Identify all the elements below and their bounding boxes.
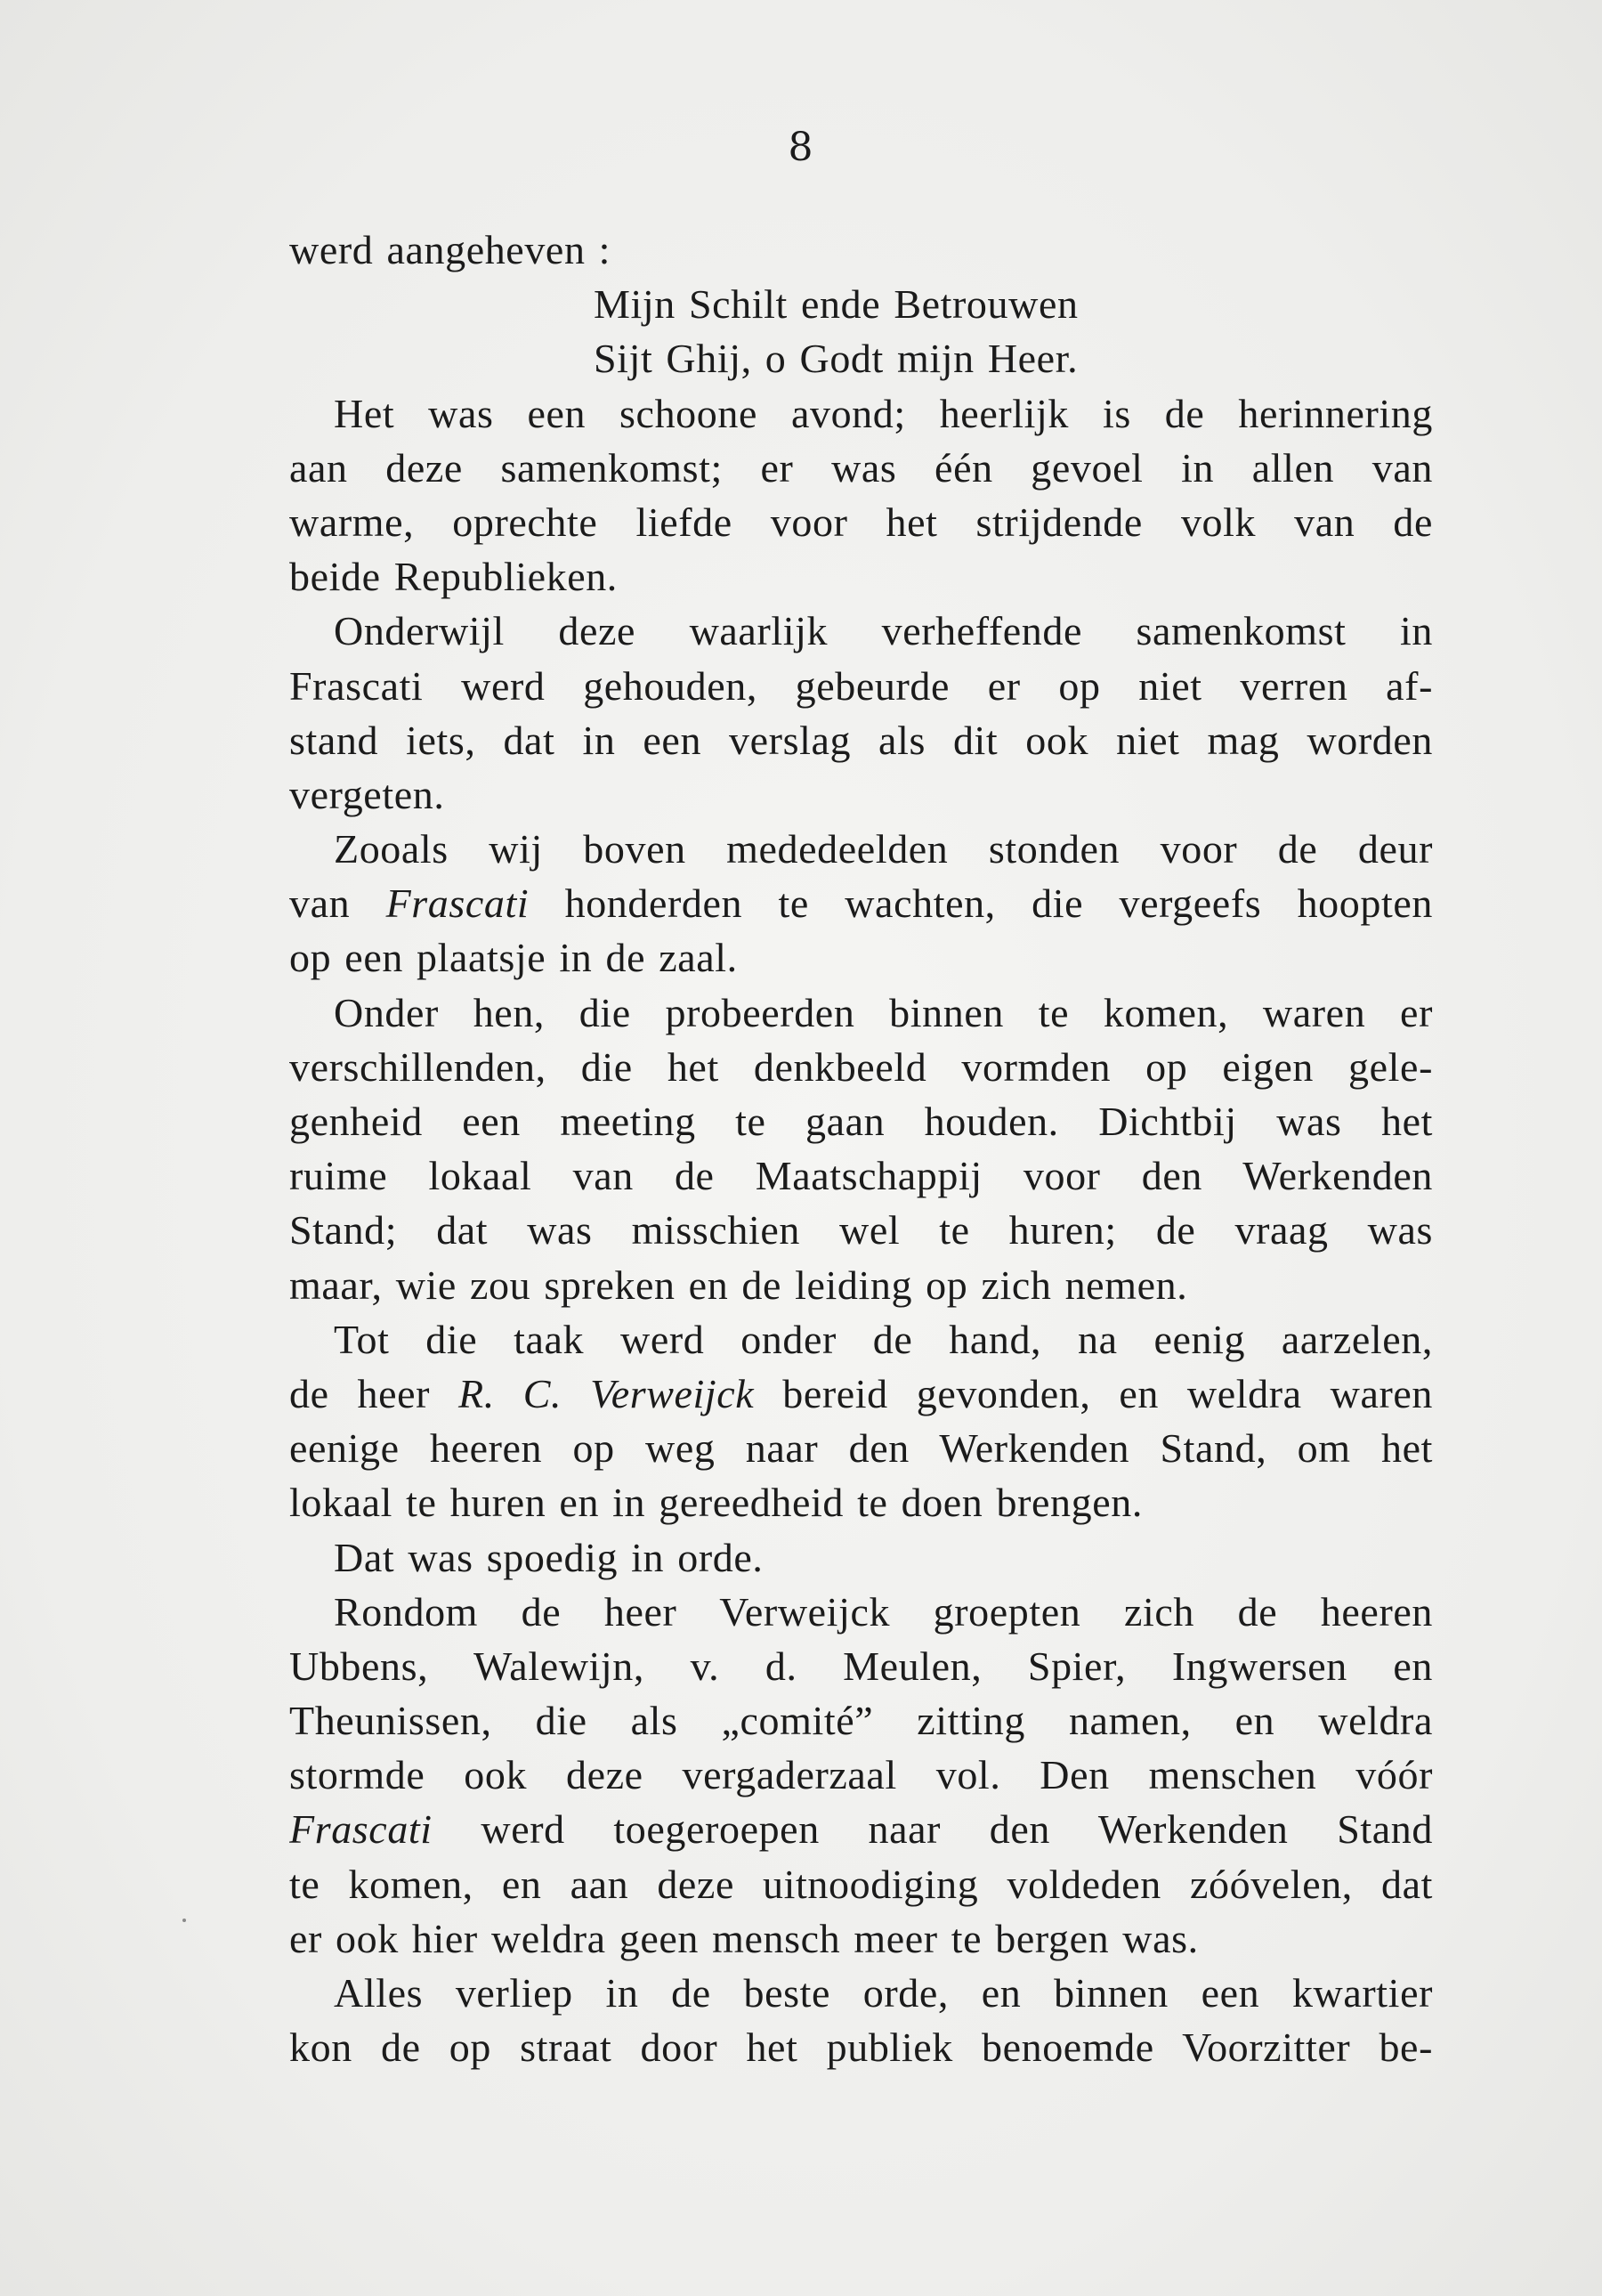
- scan-speck: [182, 1919, 186, 1922]
- text-segment: bereid gevonden, en weldra waren: [754, 1370, 1433, 1416]
- text-line: Theunissen, die als „comité” zitting namen, en weldra: [289, 1698, 1433, 1744]
- text-line: [289, 876, 1433, 930]
- text-line: te komen, en aan deze uitnoodiging voldeden zóóvelen, dat: [289, 1861, 1433, 1907]
- text-line: [289, 1367, 1433, 1421]
- text-line: lokaal te huren en in gereedheid te doen brengen.: [289, 1480, 1143, 1526]
- body-text: [289, 223, 1433, 2074]
- text-segment: werd toegeroepen naar den Werkenden Stand: [432, 1806, 1433, 1853]
- italic-text: R. C. Verweijck: [458, 1370, 755, 1416]
- text-line: maar, wie zou spreken en de leiding op zich nemen.: [289, 1262, 1188, 1308]
- text-line: stormde ook deze vergaderzaal vol. Den menschen vóór: [289, 1752, 1433, 1798]
- text-segment: de heer: [289, 1370, 459, 1416]
- text-line: Mijn Schilt ende Betrouwen: [594, 281, 1079, 328]
- text-line: beide Republieken.: [289, 554, 618, 600]
- text-line: op een plaatsje in de zaal.: [289, 935, 738, 981]
- text-line: Sijt Ghij, o Godt mijn Heer.: [594, 336, 1079, 382]
- text-line: eenige heeren op weg naar den Werkenden Stand, om het: [289, 1425, 1433, 1472]
- text-segment: honderden te wachten, die vergeefs hoopten: [529, 880, 1433, 927]
- page-number: 8: [788, 125, 814, 170]
- italic-text: Frascati: [289, 1806, 433, 1853]
- text-line: verschillenden, die het denkbeeld vormden op eigen gele-: [289, 1043, 1433, 1090]
- text-line: [289, 1802, 1433, 1856]
- text-line: genheid een meeting te gaan houden. Dichtbij was het: [289, 1099, 1433, 1144]
- text-line: aan deze samenkomst; er was één gevoel in allen van: [289, 444, 1433, 491]
- text-line: Het was een schoone avond; heerlijk is de herinnering: [334, 390, 1433, 436]
- text-line: warme, oprechte liefde voor het strijdende volk van de: [289, 499, 1433, 545]
- italic-text: Frascati: [385, 880, 530, 927]
- text-line: ruime lokaal van de Maatschappij voor den Werkenden: [289, 1153, 1433, 1199]
- text-line: Rondom de heer Verweijck groepten zich de heeren: [334, 1588, 1433, 1635]
- text-line: er ook hier weldra geen mensch meer te bergen was.: [289, 1915, 1199, 1961]
- text-line: stand iets, dat in een verslag als dit ook niet mag worden: [289, 717, 1433, 763]
- text-line: Ubbens, Walewijn, v. d. Meulen, Spier, Ingwersen en: [289, 1643, 1433, 1689]
- text-line: Alles verliep in de beste orde, en binnen een kwartier: [334, 1970, 1433, 2016]
- text-line: Tot die taak werd onder de hand, na eenig aarzelen,: [334, 1316, 1433, 1362]
- text-line: Dat was spoedig in orde.: [334, 1534, 764, 1580]
- text-line: Onder hen, die probeerden binnen te komen, waren er: [334, 989, 1433, 1035]
- text-line: kon de op straat door het publiek benoemde Voorzitter be-: [289, 2024, 1433, 2071]
- text-line: Zooals wij boven mededeelden stonden voor de deur: [334, 826, 1433, 872]
- text-line: werd aangeheven :: [289, 227, 611, 272]
- text-line: Onderwijl deze waarlijk verheffende samenkomst in: [334, 608, 1433, 654]
- text-line: Stand; dat was misschien wel te huren; de vraag was: [289, 1207, 1433, 1253]
- text-segment: van: [289, 880, 386, 927]
- text-line: Frascati werd gehouden, gebeurde er op niet verren af-: [289, 662, 1433, 709]
- text-line: vergeten.: [289, 771, 445, 817]
